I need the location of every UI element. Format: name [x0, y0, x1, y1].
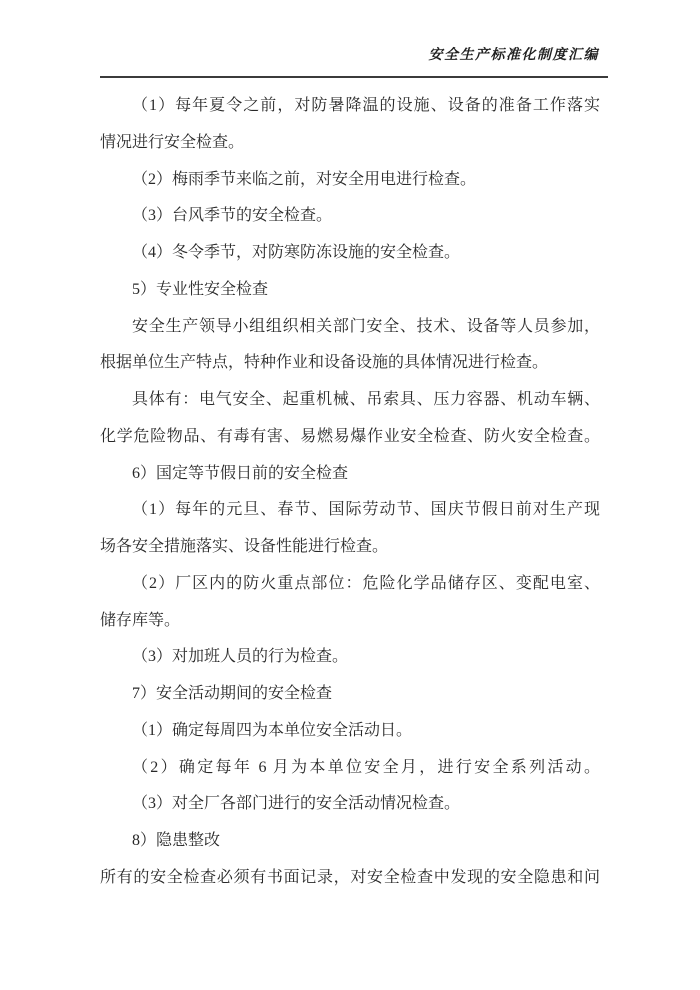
- text-line: （3）对全厂各部门进行的安全活动情况检查。: [132, 795, 461, 813]
- header-rule: [100, 76, 608, 78]
- text-line: 化学危险物品、有毒有害、易燃易爆作业安全检查、防火安全检查。: [100, 427, 600, 445]
- text-line: （2）厂区内的防火重点部位：危险化学品储存区、变配电室、: [132, 574, 600, 592]
- text-line: 具体有：电气安全、起重机械、吊索具、压力容器、机动车辆、: [132, 391, 600, 408]
- text-line: 7）安全活动期间的安全检查: [132, 685, 333, 702]
- text-line: 所有的安全检查必须有书面记录，对安全检查中发现的安全隐患和问: [100, 868, 600, 886]
- text-line: 6）国定等节假日前的安全检查: [132, 464, 349, 482]
- text-line: 5）专业性安全检查: [132, 280, 269, 298]
- text-line: （4）冬令季节，对防寒防冻设施的安全检查。: [132, 244, 461, 261]
- text-line: （2）梅雨季节来临之前，对安全用电进行检查。: [132, 170, 477, 188]
- text-line: 情况进行安全检查。: [100, 133, 245, 151]
- text-line: （1）每年的元旦、春节、国际劳动节、国庆节假日前对生产现: [132, 501, 600, 519]
- text-line: （2）确定每年 6 月为本单位安全月，进行安全系列活动。: [132, 758, 600, 776]
- document-body: [100, 88, 600, 897]
- text-line: 根据单位生产特点，特种作业和设备设施的具体情况进行检查。: [100, 354, 549, 372]
- page-header-title: 安全生产标准化制度汇编: [428, 48, 599, 63]
- text-line: 安全生产领导小组组织相关部门安全、技术、设备等人员参加，: [132, 317, 600, 335]
- text-line: 8）隐患整改: [132, 832, 221, 849]
- text-line: 场各安全措施落实、设备性能进行检查。: [100, 538, 389, 555]
- text-line: （3）对加班人员的行为检查。: [132, 648, 349, 666]
- text-line: 储存库等。: [100, 611, 181, 629]
- text-line: （3）台风季节的安全检查。: [132, 207, 333, 225]
- text-line: （1）每年夏令之前，对防暑降温的设施、设备的准备工作落实: [132, 97, 600, 114]
- text-line: （1）确定每周四为本单位安全活动日。: [132, 721, 413, 739]
